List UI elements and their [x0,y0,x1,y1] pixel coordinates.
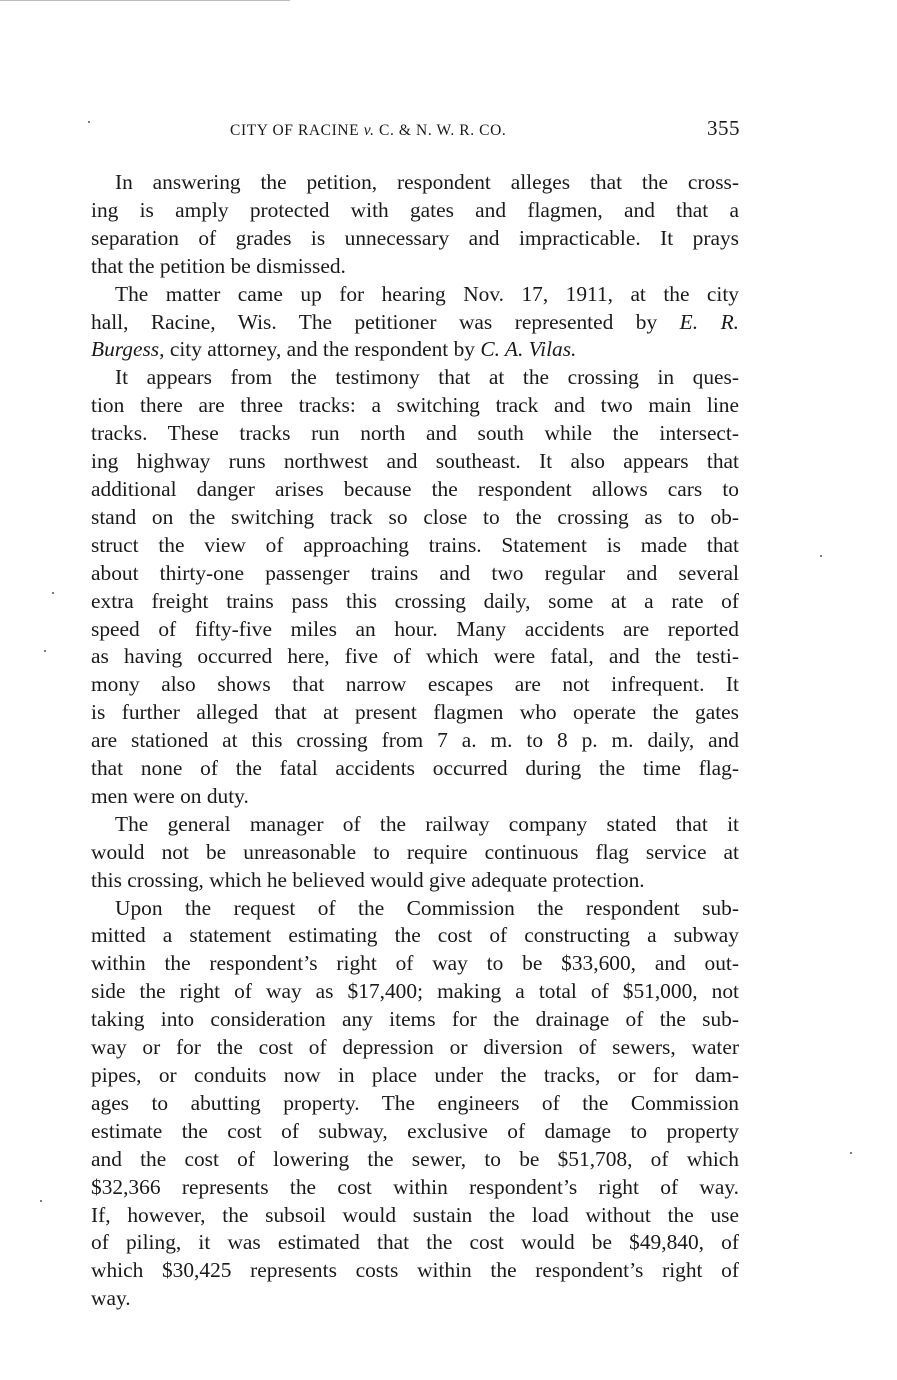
text-line: this crossing, which he believed would give adequate protection. [91,867,645,892]
counsel-name: C. A. Vilas. [480,337,577,362]
text-line: estimate the cost of subway, exclusive of damage to property [91,1118,739,1143]
text-line: extra freight trains pass this crossing daily, some at a rate of [91,588,739,613]
text-line: The general manager of the railway company stated that it [115,811,739,836]
top-edge-rule [0,0,290,1]
paragraph-testimony [91,364,739,811]
scan-speck [40,1200,42,1202]
text-line: pipes, or conduits now in place under the tracks, or for dam- [91,1063,739,1087]
page-header [230,116,740,146]
scan-speck [850,1152,852,1154]
text-line: that none of the fatal accidents occurred during the time flag- [91,756,739,781]
text-line: men were on duty. [91,783,249,808]
scan-speck [52,592,54,594]
text-line: $32,366 represents the cost within respondent’s right of way. [91,1174,739,1199]
text-line: It appears from the testimony that at the crossing in ques- [115,365,739,390]
body-text [91,169,739,1313]
paragraph-answer [91,169,739,281]
text-line: within the respondent’s right of way to be $33,600, and out- [91,951,739,976]
text-line: and the cost of lowering the sewer, to be $51,708, of which [91,1146,739,1171]
text-line: separation of grades is unnecessary and impracticable. It prays [91,225,739,250]
text-line: ages to abutting property. The engineers of the Commission [91,1090,739,1115]
text-line: which $30,425 represents costs within the respondent’s right of [91,1258,739,1283]
counsel-name: E. R. [679,309,739,334]
text-line: is further alleged that at present flagmen who operate the gates [91,700,739,725]
text-line: Upon the request of the Commission the respondent sub- [115,895,739,920]
paragraph-cost-estimate [91,895,739,1314]
text-fragment: city attorney, and the respondent by [169,337,475,362]
text-line [91,309,739,337]
text-line: about thirty-one passenger trains and two regular and several [91,560,739,585]
paragraph-hearing [91,281,739,365]
counsel-name: Burgess, [91,337,165,362]
scan-speck [820,555,822,557]
running-head [230,122,506,140]
text-line: additional danger arises because the respondent allows cars to [91,476,739,501]
text-line: speed of fifty-five miles an hour. Many accidents are reported [91,616,739,641]
text-line: that the petition be dismissed. [91,253,346,278]
scan-speck [88,121,90,123]
text-line: If, however, the subsoil would sustain the load without the use [91,1202,739,1227]
text-line: stand on the switching track so close to the crossing as to ob- [91,504,739,529]
running-head-versus: v. [363,122,375,139]
text-line: side the right of way as $17,400; making a total of $51,000, not [91,979,739,1004]
text-line: are stationed at this crossing from 7 a. m. to 8 p. m. daily, and [91,728,739,753]
text-fragment: hall, Racine, Wis. The petitioner was represented by [91,309,658,334]
running-head-title: CITY OF RACINE [230,122,360,139]
text-line: tion there are three tracks: a switching track and two main line [91,393,739,418]
text-line: taking into consideration any items for the drainage of the sub- [91,1007,739,1032]
text-line: of piling, it was estimated that the cost would be $49,840, of [91,1230,739,1255]
text-line: ing is amply protected with gates and flagmen, and that a [91,197,739,222]
running-head-tail: C. & N. W. R. CO. [379,122,507,139]
text-line: mony also shows that narrow escapes are not infrequent. It [91,672,739,697]
text-line: struct the view of approaching trains. Statement is made that [91,532,739,557]
text-line: The matter came up for hearing Nov. 17, 1911, at the city [115,281,739,306]
page-number: 355 [707,116,740,140]
text-line [91,336,739,364]
text-line: would not be unreasonable to require continuous flag service at [91,839,739,864]
text-line: ing highway runs northwest and southeast. It also appears that [91,449,739,474]
paragraph-manager [91,811,739,895]
text-line: way or for the cost of depression or diversion of sewers, water [91,1035,739,1060]
text-line: way. [91,1286,131,1311]
text-line: as having occurred here, five of which were fatal, and the testi- [91,644,739,669]
text-line: tracks. These tracks run north and south while the intersect- [91,421,739,446]
scan-speck [44,650,46,652]
text-line: In answering the petition, respondent alleges that the cross- [115,170,739,194]
text-line: mitted a statement estimating the cost of constructing a subway [91,923,739,948]
